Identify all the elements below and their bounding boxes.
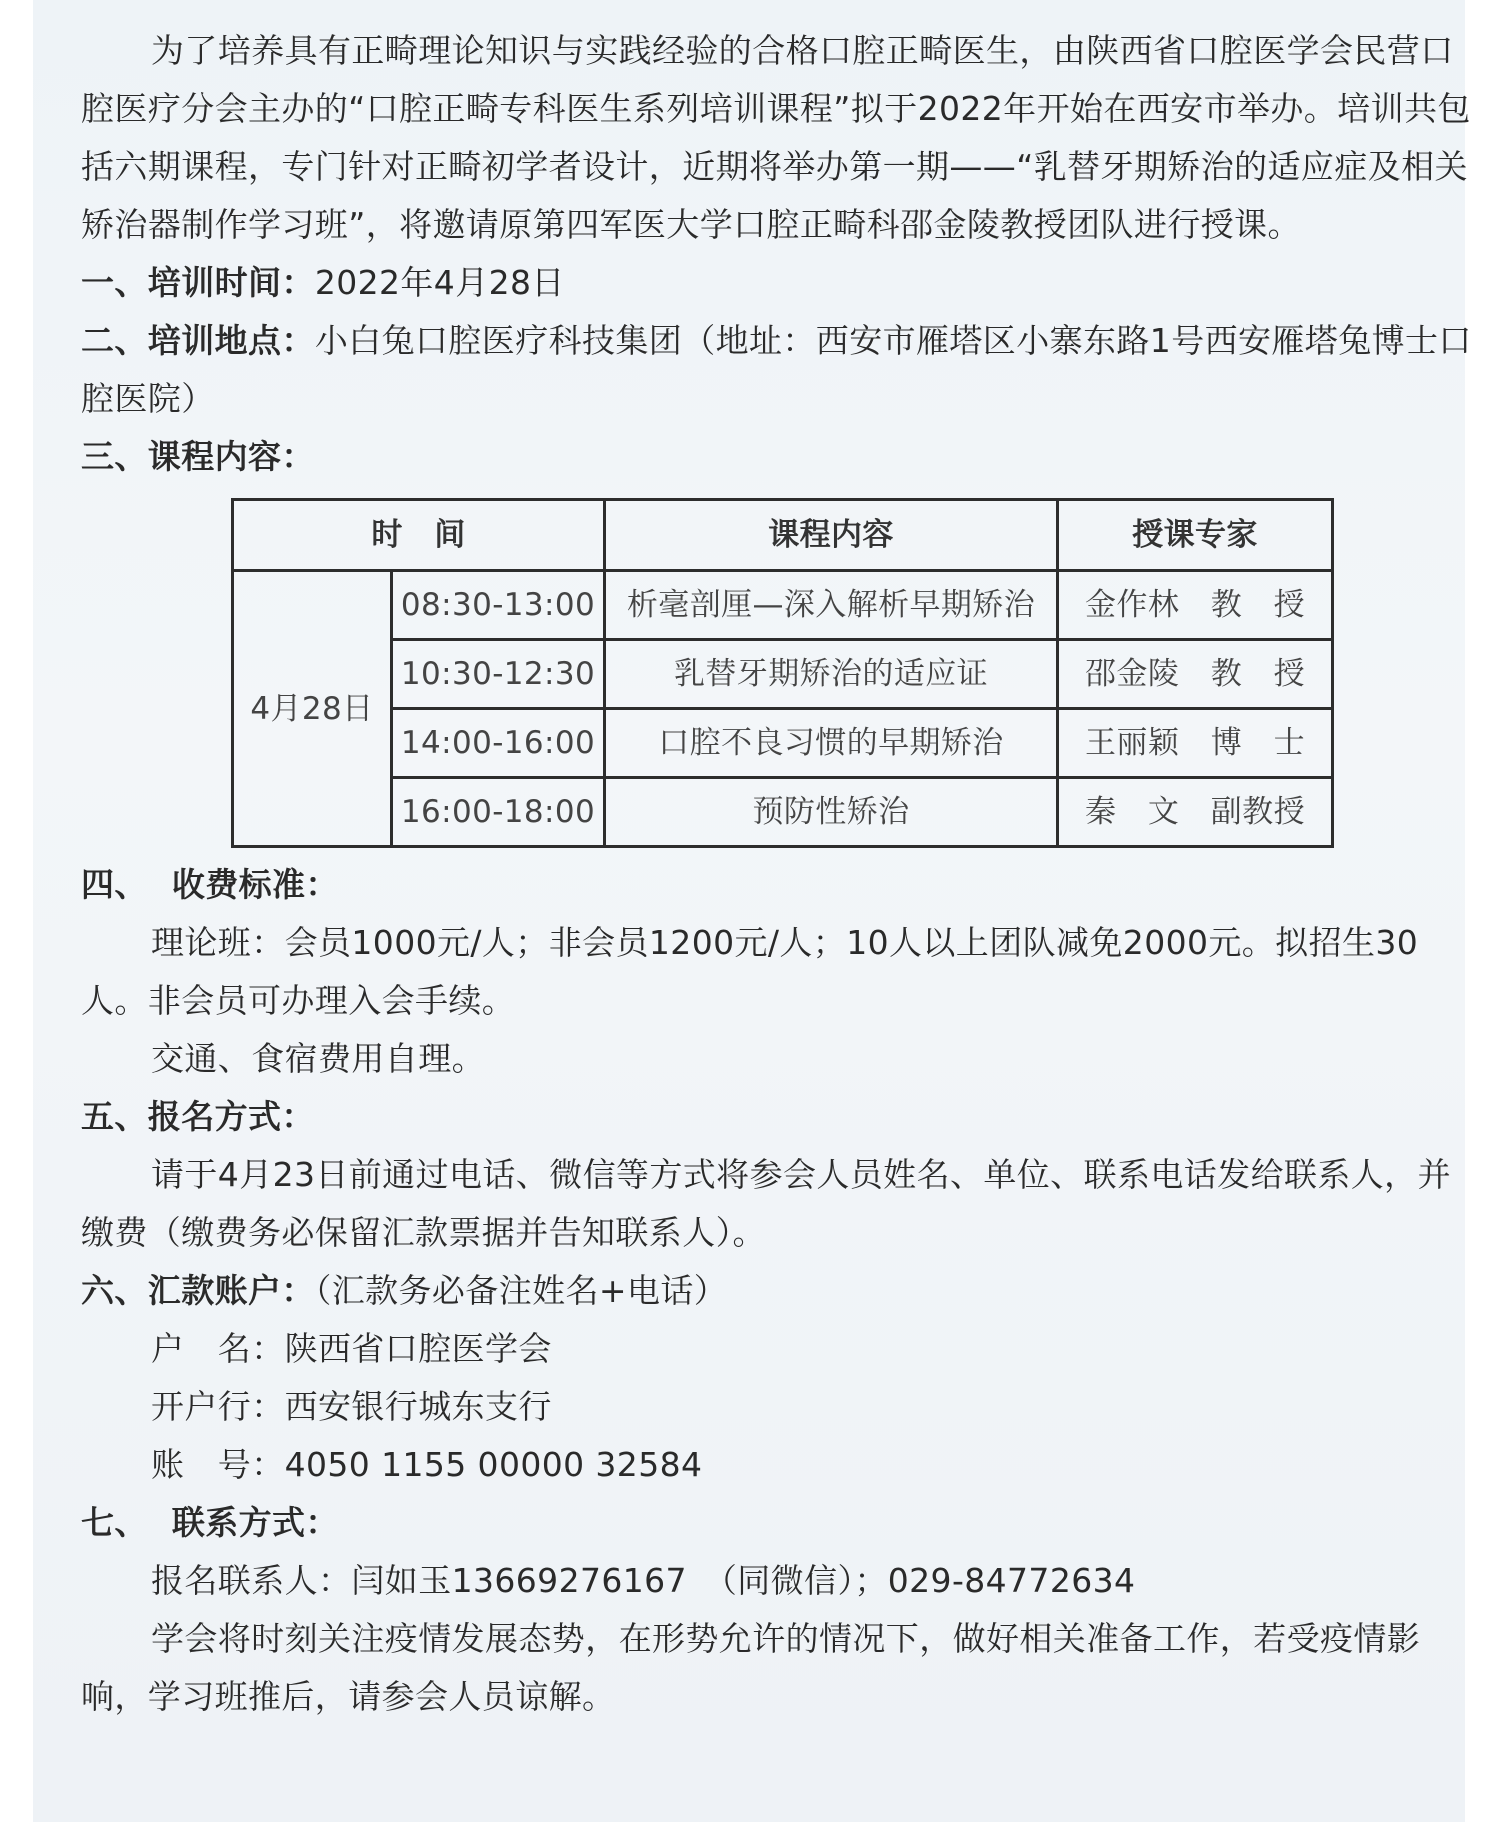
notice-body [81,22,1483,1726]
section-contact-num: 七、 [81,1503,148,1542]
expert-cell [1058,640,1333,709]
fee-extra: 交通、食宿费用自理。 [151,1039,485,1078]
table-row [233,640,1333,709]
section-time-value: 2022年4月28日 [314,263,565,302]
course-cell: 析毫剖厘—深入解析早期矫治 [605,571,1058,640]
date-cell: 4月28日 [233,571,392,847]
fee-detail: 理论班：会员1000元/人；非会员1200元/人；10人以上团队减免2000元。拟招生30人。非会员可办理入会手续。 [81,923,1419,1020]
section-fee-num: 四、 [81,865,148,904]
time-cell: 16:00-18:00 [392,778,605,847]
expert-name: 秦 文 副教授 [1085,794,1305,830]
time-cell: 08:30-13:00 [392,571,605,640]
table-row [233,571,1333,640]
course-cell: 口腔不良习惯的早期矫治 [605,709,1058,778]
expert-cell [1058,571,1333,640]
header-expert: 授课专家 [1058,500,1333,571]
section-time [81,254,1483,312]
section-time-label: 一、培训时间： [81,263,315,302]
account-name: 户 名：陕西省口腔医学会 [151,1329,552,1368]
time-cell: 14:00-16:00 [392,709,605,778]
section-location [81,312,1483,428]
expert-name: 金作林 教 授 [1085,587,1305,623]
intro-paragraph: 为了培养具有正畸理论知识与实践经验的合格口腔正畸医生，由陕西省口腔医学会民营口腔医疗分会主办的“口腔正畸专科医生系列培训课程”拟于2022年开始在西安市举办。培训共包括六期课程，专门针对正畸初学者设计，近期将举办第一期——“乳替牙期矫治的适应症及相关矫治器制作学习班”，将邀请原第四军医大学口腔正畸科邵金陵教授团队进行授课。 [81,31,1471,244]
section-account-note: （汇款务必备注姓名+电话） [314,1271,728,1310]
account-bank: 开户行：西安银行城东支行 [151,1387,552,1426]
account-number: 账 号：4050 1155 00000 32584 [151,1445,703,1484]
header-course: 课程内容 [605,500,1058,571]
expert-cell [1058,778,1333,847]
course-schedule-table [231,498,1334,848]
table-row [233,709,1333,778]
document-page [33,0,1472,1822]
section-account [81,1262,1483,1320]
expert-name: 王丽颖 博 士 [1085,725,1305,761]
section-fee-label: 收费标准： [171,865,339,904]
section-location-value: 小白兔口腔医疗科技集团（地址：西安市雁塔区小寨东路1号西安雁塔兔博士口腔医院） [81,321,1472,418]
section-contact [81,1494,1483,1552]
section-account-label: 六、汇款账户： [81,1271,315,1310]
section-course-label: 三、课程内容： [81,437,315,476]
section-contact-label: 联系方式： [171,1503,339,1542]
time-cell: 10:30-12:30 [392,640,605,709]
table-row [233,778,1333,847]
table-header-row [233,500,1333,571]
register-detail: 请于4月23日前通过电话、微信等方式将参会人员姓名、单位、联系电话发给联系人，并缴费（缴费务必保留汇款票据并告知联系人）。 [81,1155,1451,1252]
header-time: 时 间 [233,500,605,571]
contact-detail: 报名联系人：闫如玉13669276167 （同微信）；029-84772634 [151,1561,1136,1600]
section-fee [81,856,1483,914]
section-register-label: 五、报名方式： [81,1097,315,1136]
expert-name: 邵金陵 教 授 [1085,656,1305,692]
expert-cell [1058,709,1333,778]
course-cell: 乳替牙期矫治的适应证 [605,640,1058,709]
section-location-label: 二、培训地点： [81,321,315,360]
course-cell: 预防性矫治 [605,778,1058,847]
closing-notice: 学会将时刻关注疫情发展态势，在形势允许的情况下，做好相关准备工作，若受疫情影响，学习班推后，请参会人员谅解。 [81,1619,1421,1716]
